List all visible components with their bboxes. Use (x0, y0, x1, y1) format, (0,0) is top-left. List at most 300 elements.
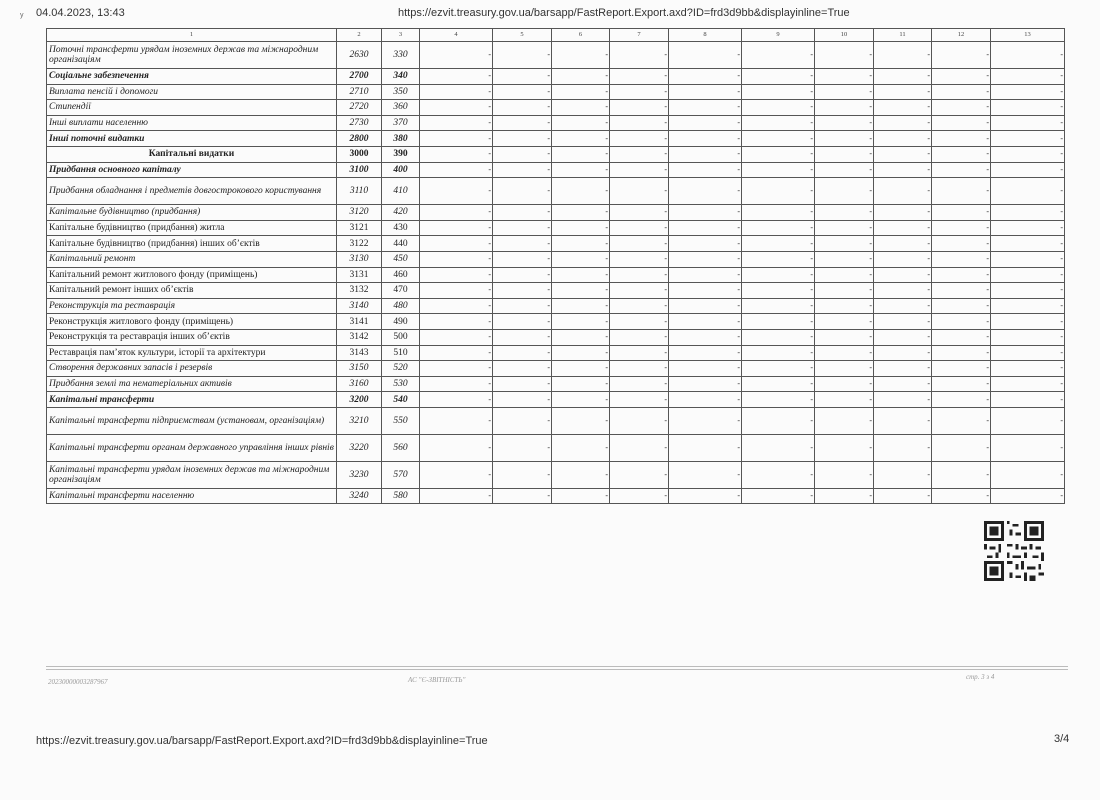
value-cell: - (874, 84, 932, 100)
table-row (47, 407, 1065, 434)
value-cell: - (874, 220, 932, 236)
row-name: Капітальне будівництво (придбання) (47, 205, 337, 221)
value-cell: - (815, 488, 874, 504)
row-line-number: 540 (382, 392, 420, 408)
page-number: 3/4 (1054, 733, 1070, 745)
value-cell: - (493, 488, 552, 504)
row-code: 3000 (337, 146, 382, 162)
value-cell: - (815, 69, 874, 85)
value-cell: - (742, 376, 815, 392)
value-cell: - (991, 205, 1065, 221)
row-line-number: 560 (382, 434, 420, 461)
row-name: Реконструкція та реставрація інших об’єктів (47, 329, 337, 345)
value-cell: - (669, 69, 742, 85)
value-cell: - (991, 283, 1065, 299)
value-cell: - (552, 115, 610, 131)
value-cell: - (420, 314, 493, 330)
row-name: Капітальний ремонт житлового фонду (приміщень) (47, 267, 337, 283)
value-cell: - (991, 434, 1065, 461)
row-code: 3132 (337, 283, 382, 299)
value-cell: - (932, 434, 991, 461)
value-cell: - (610, 42, 669, 69)
row-name: Капітальний ремонт (47, 251, 337, 267)
row-name: Соціальне забезпечення (47, 69, 337, 85)
value-cell: - (932, 298, 991, 314)
value-cell: - (493, 178, 552, 205)
value-cell: - (493, 267, 552, 283)
value-cell: - (420, 236, 493, 252)
value-cell: - (610, 407, 669, 434)
column-number: 12 (932, 29, 991, 42)
value-cell: - (420, 84, 493, 100)
table-row (47, 392, 1065, 408)
value-cell: - (610, 251, 669, 267)
row-code: 3210 (337, 407, 382, 434)
row-name: Капітальні трансферти (47, 392, 337, 408)
value-cell: - (552, 100, 610, 116)
value-cell: - (932, 100, 991, 116)
value-cell: - (669, 392, 742, 408)
value-cell: - (932, 42, 991, 69)
row-line-number: 530 (382, 376, 420, 392)
system-name: АС "Є-ЗВІТНІСТЬ" (408, 676, 466, 684)
value-cell: - (493, 236, 552, 252)
value-cell: - (874, 407, 932, 434)
value-cell: - (552, 314, 610, 330)
row-name: Капітальні трансферти населенню (47, 488, 337, 504)
value-cell: - (874, 283, 932, 299)
value-cell: - (610, 115, 669, 131)
column-number: 2 (337, 29, 382, 42)
row-line-number: 480 (382, 298, 420, 314)
value-cell: - (815, 178, 874, 205)
row-code: 3240 (337, 488, 382, 504)
row-line-number: 400 (382, 162, 420, 178)
value-cell: - (742, 84, 815, 100)
value-cell: - (932, 115, 991, 131)
value-cell: - (932, 314, 991, 330)
row-code: 2800 (337, 131, 382, 147)
value-cell: - (742, 115, 815, 131)
row-code: 3120 (337, 205, 382, 221)
row-name: Реконструкція та реставрація (47, 298, 337, 314)
value-cell: - (742, 314, 815, 330)
value-cell: - (552, 42, 610, 69)
value-cell: - (552, 376, 610, 392)
row-line-number: 360 (382, 100, 420, 116)
value-cell: - (610, 162, 669, 178)
value-cell: - (610, 345, 669, 361)
row-code: 3160 (337, 376, 382, 392)
value-cell: - (610, 267, 669, 283)
value-cell: - (420, 434, 493, 461)
value-cell: - (815, 298, 874, 314)
column-number: 9 (742, 29, 815, 42)
value-cell: - (815, 283, 874, 299)
row-name: Придбання основного капіталу (47, 162, 337, 178)
row-line-number: 390 (382, 146, 420, 162)
table-row (47, 298, 1065, 314)
table-row (47, 162, 1065, 178)
value-cell: - (815, 115, 874, 131)
row-code: 2720 (337, 100, 382, 116)
row-line-number: 370 (382, 115, 420, 131)
value-cell: - (610, 283, 669, 299)
row-name: Капітальний ремонт інших об’єктів (47, 283, 337, 299)
value-cell: - (815, 434, 874, 461)
value-cell: - (420, 376, 493, 392)
value-cell: - (874, 236, 932, 252)
value-cell: - (932, 84, 991, 100)
value-cell: - (669, 376, 742, 392)
value-cell: - (991, 69, 1065, 85)
value-cell: - (991, 162, 1065, 178)
value-cell: - (420, 283, 493, 299)
value-cell: - (742, 100, 815, 116)
value-cell: - (874, 267, 932, 283)
value-cell: - (552, 283, 610, 299)
row-name: Створення державних запасів і резервів (47, 361, 337, 377)
column-number: 11 (874, 29, 932, 42)
value-cell: - (932, 329, 991, 345)
value-cell: - (932, 251, 991, 267)
value-cell: - (493, 392, 552, 408)
table-row (47, 267, 1065, 283)
table-row (47, 283, 1065, 299)
table-row (47, 220, 1065, 236)
value-cell: - (493, 251, 552, 267)
value-cell: - (742, 407, 815, 434)
value-cell: - (991, 361, 1065, 377)
value-cell: - (874, 69, 932, 85)
row-line-number: 330 (382, 42, 420, 69)
row-line-number: 550 (382, 407, 420, 434)
value-cell: - (874, 178, 932, 205)
value-cell: - (815, 236, 874, 252)
value-cell: - (493, 84, 552, 100)
value-cell: - (991, 314, 1065, 330)
value-cell: - (742, 146, 815, 162)
value-cell: - (493, 115, 552, 131)
value-cell: - (493, 220, 552, 236)
row-line-number: 460 (382, 267, 420, 283)
value-cell: - (742, 251, 815, 267)
value-cell: - (420, 329, 493, 345)
qr-code-icon (984, 521, 1044, 581)
value-cell: - (669, 345, 742, 361)
table-row (47, 178, 1065, 205)
value-cell: - (552, 146, 610, 162)
row-name: Капітальні видатки (47, 146, 337, 162)
value-cell: - (493, 42, 552, 69)
row-code: 3100 (337, 162, 382, 178)
value-cell: - (815, 100, 874, 116)
report-table (46, 28, 1065, 504)
value-cell: - (742, 283, 815, 299)
value-cell: - (669, 267, 742, 283)
row-name: Капітальне будівництво (придбання) інших об’єктів (47, 236, 337, 252)
value-cell: - (669, 434, 742, 461)
page-label: стр. 3 з 4 (966, 673, 995, 681)
value-cell: - (742, 131, 815, 147)
table-row (47, 361, 1065, 377)
value-cell: - (420, 178, 493, 205)
table-row (47, 329, 1065, 345)
value-cell: - (669, 42, 742, 69)
value-cell: - (552, 162, 610, 178)
row-code: 3200 (337, 392, 382, 408)
value-cell: - (742, 392, 815, 408)
value-cell: - (610, 84, 669, 100)
row-name: Реставрація пам’яток культури, історії та архітектури (47, 345, 337, 361)
value-cell: - (610, 100, 669, 116)
value-cell: - (669, 115, 742, 131)
value-cell: - (874, 146, 932, 162)
row-code: 3141 (337, 314, 382, 330)
value-cell: - (991, 392, 1065, 408)
value-cell: - (932, 220, 991, 236)
value-cell: - (815, 461, 874, 488)
value-cell: - (669, 178, 742, 205)
row-code: 3140 (337, 298, 382, 314)
row-code: 3110 (337, 178, 382, 205)
footer-divider-2 (46, 669, 1068, 670)
value-cell: - (420, 298, 493, 314)
row-line-number: 500 (382, 329, 420, 345)
table-row (47, 236, 1065, 252)
value-cell: - (874, 131, 932, 147)
value-cell: - (742, 345, 815, 361)
value-cell: - (815, 345, 874, 361)
value-cell: - (610, 376, 669, 392)
value-cell: - (815, 251, 874, 267)
value-cell: - (669, 220, 742, 236)
value-cell: - (991, 146, 1065, 162)
value-cell: - (610, 461, 669, 488)
value-cell: - (815, 361, 874, 377)
value-cell: - (742, 162, 815, 178)
value-cell: - (874, 162, 932, 178)
column-number: 4 (420, 29, 493, 42)
row-code: 3230 (337, 461, 382, 488)
header-url: https://ezvit.treasury.gov.ua/barsapp/FastReport.Export.axd?ID=frd3d9bb&displayinline=True (398, 7, 850, 19)
value-cell: - (874, 42, 932, 69)
value-cell: - (420, 100, 493, 116)
value-cell: - (669, 407, 742, 434)
value-cell: - (742, 361, 815, 377)
row-code: 3142 (337, 329, 382, 345)
value-cell: - (815, 42, 874, 69)
value-cell: - (493, 376, 552, 392)
value-cell: - (552, 69, 610, 85)
value-cell: - (932, 361, 991, 377)
value-cell: - (669, 314, 742, 330)
value-cell: - (991, 407, 1065, 434)
value-cell: - (552, 298, 610, 314)
value-cell: - (932, 205, 991, 221)
row-code: 2630 (337, 42, 382, 69)
row-line-number: 470 (382, 283, 420, 299)
row-name: Поточні трансферти урядам іноземних держав та міжнародним організаціям (47, 42, 337, 69)
value-cell: - (874, 488, 932, 504)
row-line-number: 350 (382, 84, 420, 100)
value-cell: - (610, 488, 669, 504)
value-cell: - (420, 407, 493, 434)
row-line-number: 440 (382, 236, 420, 252)
table-row (47, 100, 1065, 116)
value-cell: - (552, 131, 610, 147)
row-code: 2730 (337, 115, 382, 131)
value-cell: - (874, 461, 932, 488)
row-line-number: 420 (382, 205, 420, 221)
value-cell: - (874, 100, 932, 116)
value-cell: - (932, 461, 991, 488)
value-cell: - (420, 251, 493, 267)
value-cell: - (815, 314, 874, 330)
value-cell: - (493, 146, 552, 162)
row-line-number: 410 (382, 178, 420, 205)
value-cell: - (815, 407, 874, 434)
column-number: 10 (815, 29, 874, 42)
value-cell: - (991, 100, 1065, 116)
value-cell: - (991, 42, 1065, 69)
value-cell: - (493, 361, 552, 377)
value-cell: - (932, 407, 991, 434)
value-cell: - (420, 267, 493, 283)
value-cell: - (552, 236, 610, 252)
value-cell: - (742, 205, 815, 221)
value-cell: - (493, 283, 552, 299)
row-code: 3130 (337, 251, 382, 267)
value-cell: - (742, 178, 815, 205)
value-cell: - (493, 461, 552, 488)
value-cell: - (874, 115, 932, 131)
row-name: Інші виплати населенню (47, 115, 337, 131)
value-cell: - (610, 220, 669, 236)
value-cell: - (874, 314, 932, 330)
table-row (47, 69, 1065, 85)
value-cell: - (420, 146, 493, 162)
value-cell: - (742, 69, 815, 85)
value-cell: - (742, 329, 815, 345)
row-line-number: 430 (382, 220, 420, 236)
row-line-number: 580 (382, 488, 420, 504)
value-cell: - (493, 162, 552, 178)
value-cell: - (420, 205, 493, 221)
value-cell: - (815, 392, 874, 408)
row-code: 2700 (337, 69, 382, 85)
row-name: Придбання землі та нематеріальних активів (47, 376, 337, 392)
value-cell: - (669, 84, 742, 100)
value-cell: - (669, 162, 742, 178)
table-row (47, 461, 1065, 488)
value-cell: - (420, 488, 493, 504)
column-number-row (47, 29, 1065, 42)
value-cell: - (552, 345, 610, 361)
column-number: 6 (552, 29, 610, 42)
value-cell: - (552, 329, 610, 345)
value-cell: - (493, 314, 552, 330)
row-line-number: 520 (382, 361, 420, 377)
value-cell: - (420, 345, 493, 361)
value-cell: - (932, 146, 991, 162)
value-cell: - (420, 461, 493, 488)
value-cell: - (669, 236, 742, 252)
value-cell: - (991, 376, 1065, 392)
value-cell: - (815, 146, 874, 162)
row-line-number: 450 (382, 251, 420, 267)
value-cell: - (874, 392, 932, 408)
value-cell: - (669, 461, 742, 488)
column-number: 7 (610, 29, 669, 42)
table-row (47, 42, 1065, 69)
table-row (47, 146, 1065, 162)
value-cell: - (932, 69, 991, 85)
value-cell: - (742, 236, 815, 252)
value-cell: - (610, 298, 669, 314)
row-name: Капітальні трансферти урядам іноземних держав та міжнародним організаціям (47, 461, 337, 488)
value-cell: - (874, 361, 932, 377)
row-name: Стипендії (47, 100, 337, 116)
value-cell: - (991, 178, 1065, 205)
value-cell: - (815, 131, 874, 147)
value-cell: - (874, 434, 932, 461)
value-cell: - (610, 178, 669, 205)
value-cell: - (815, 376, 874, 392)
value-cell: - (493, 434, 552, 461)
value-cell: - (932, 392, 991, 408)
value-cell: - (552, 267, 610, 283)
value-cell: - (815, 267, 874, 283)
value-cell: - (552, 251, 610, 267)
value-cell: - (932, 488, 991, 504)
value-cell: - (493, 407, 552, 434)
value-cell: - (991, 267, 1065, 283)
value-cell: - (874, 205, 932, 221)
row-line-number: 380 (382, 131, 420, 147)
row-name: Реконструкція житлового фонду (приміщень) (47, 314, 337, 330)
value-cell: - (552, 434, 610, 461)
value-cell: - (815, 220, 874, 236)
table-row (47, 115, 1065, 131)
column-number: 13 (991, 29, 1065, 42)
column-number: 1 (47, 29, 337, 42)
value-cell: - (420, 220, 493, 236)
value-cell: - (669, 488, 742, 504)
value-cell: - (552, 220, 610, 236)
value-cell: - (669, 361, 742, 377)
value-cell: - (552, 407, 610, 434)
row-code: 3121 (337, 220, 382, 236)
value-cell: - (991, 236, 1065, 252)
value-cell: - (493, 100, 552, 116)
row-name: Капітальне будівництво (придбання) житла (47, 220, 337, 236)
value-cell: - (991, 345, 1065, 361)
value-cell: - (874, 298, 932, 314)
row-code: 3131 (337, 267, 382, 283)
value-cell: - (493, 298, 552, 314)
value-cell: - (610, 434, 669, 461)
value-cell: - (742, 461, 815, 488)
value-cell: - (874, 376, 932, 392)
value-cell: - (669, 283, 742, 299)
value-cell: - (493, 69, 552, 85)
value-cell: - (552, 205, 610, 221)
value-cell: - (493, 329, 552, 345)
value-cell: - (874, 329, 932, 345)
column-number: 8 (669, 29, 742, 42)
table-row (47, 84, 1065, 100)
